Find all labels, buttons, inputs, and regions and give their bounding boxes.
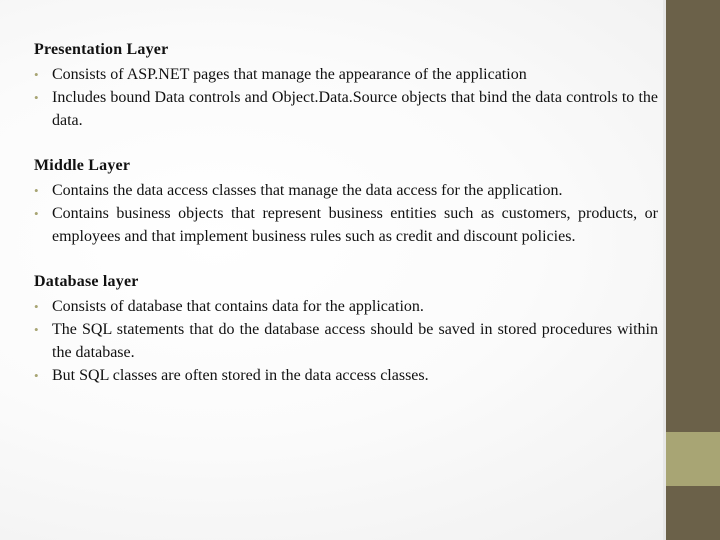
bullet-dot-icon: • — [34, 368, 39, 383]
list-item — [34, 318, 658, 364]
bullet-dot-icon: • — [34, 322, 39, 337]
list-item — [34, 295, 658, 318]
list-item — [34, 179, 658, 202]
bullet-text: Includes bound Data controls and Object.Data.Source objects that bind the data controls to the data. — [52, 89, 658, 129]
bullet-dot-icon: • — [34, 67, 39, 82]
bullet-text: The SQL statements that do the database access should be saved in stored procedures within the database. — [52, 321, 658, 361]
bullet-text: Contains the data access classes that manage the data access for the application. — [52, 182, 563, 199]
section-database-layer — [34, 272, 658, 387]
list-item — [34, 63, 658, 86]
list-item — [34, 86, 658, 132]
bullet-dot-icon: • — [34, 90, 39, 105]
side-bar-accent — [666, 432, 720, 486]
list-item — [34, 364, 658, 387]
bullet-dot-icon: • — [34, 206, 39, 221]
bullet-text: Contains business objects that represent business entities such as customers, products, or employees and that implement business rules such as credit and discount policies. — [52, 205, 658, 245]
bullet-list — [34, 179, 658, 248]
bullet-dot-icon: • — [34, 183, 39, 198]
bullet-dot-icon: • — [34, 299, 39, 314]
section-heading: Presentation Layer — [34, 41, 169, 58]
bullet-text: Consists of database that contains data for the application. — [52, 298, 424, 315]
slide-content — [34, 40, 658, 411]
section-presentation-layer — [34, 40, 658, 132]
section-middle-layer — [34, 156, 658, 248]
bullet-text: Consists of ASP.NET pages that manage the appearance of the application — [52, 66, 527, 83]
list-item — [34, 202, 658, 248]
bullet-list — [34, 63, 658, 132]
section-heading: Database layer — [34, 273, 139, 290]
section-heading: Middle Layer — [34, 157, 131, 174]
bullet-text: But SQL classes are often stored in the data access classes. — [52, 367, 429, 384]
bullet-list — [34, 295, 658, 387]
